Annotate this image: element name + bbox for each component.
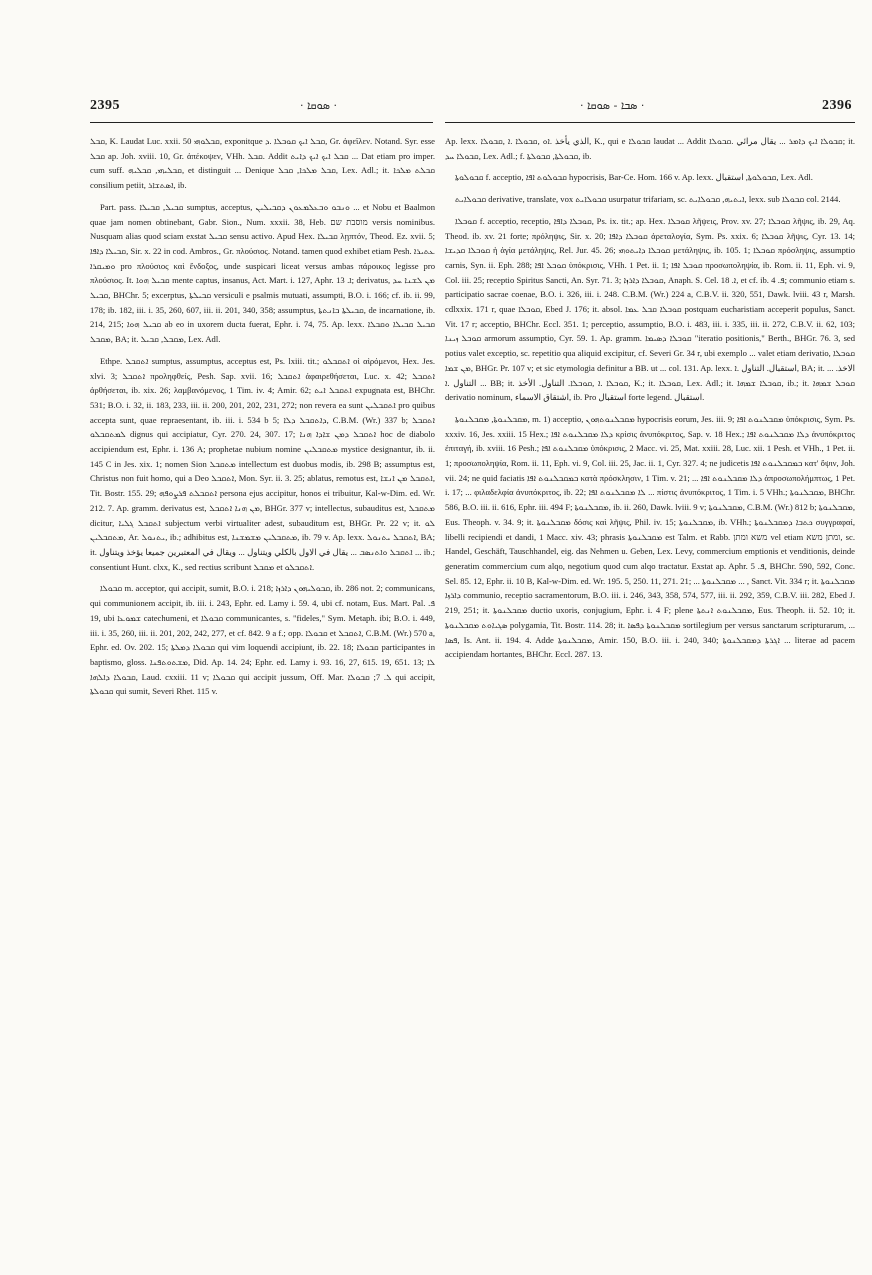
right-page-number: 2396 <box>822 98 852 113</box>
entry-paragraph: ܩܘܒܠܐ f. acceptio, receptio, ܩܘܒܠܐ ܕܐܦܐ, Ps. ix. tit.; ap. Hex. ܩܘܒܠܐ λῆψεις, Prov. xv. 27; ܩܘܒܠܐ λῆψις, ib. 29, Aq. Theod. ib. xv. 21 forte; πρόληψις, Sir. x. 20; ܩܘܒܠܐ ܕܐܦܐ ἀρεταλογία, Sym. Ps. xxix. 6; ܩܘܒܠܐ λῆψις, Cyr. 13. 14; ܩܘܒܠܐ ܩܕܝܫܐ ἡ ἁγία μετάληψις, Rel. Jur. 45. 26; ܩܘܒܠܐ ܕܐܝܬܘܗܝ μετάληψις, ib. 105. 1; ܩܘܒܠܐ πρόσληψις, assumptio carnis, Syn. ii. Eph. 288; ܩܘܒܠ ܐܦܐ ὑπόκρισις, VHh. 1 Pet. ii. 1; ܩܘܒܠ ܐܦܐ προσωποληψία, ib. Rom. ii. 11, Eph. vi. 9, Col. iii. 25; receptio Spiritus Sancti, An. Syr. 71. 3; ܩܘܒܠܐ ܕܐܪܙܐ, Anaph. S. Cel. ܐ. 18, et cf. ib. ܦ. 4; communio etiam s. participatio sacrae coenae, B.O. i. 326, iii. i. 248. C.B.M. (Wr.) 224 a, C.B.V. ii. 320, 551, Dawk. lviii. 43 r, Marsh. cdlxxix. 171 r, quae ܩܘܒܠܐ, Ebed J. 176; it. absol. ܩܘܒܠܐ ܩܒܠ ܥܡܐ postquam eucharistiam acceperit populus, Sanct. Vit. 17 r; acceptio, BHChr. Eccl. 351. 1; perceptio, assumptio, B.O. i. 483, iii. i. 335, iii. ii. 272, C.B.V. ii. 62, 103; ܩܘܒܠ ܙܝܢܐ armorum assumptio, Cyr. 59. 1. Ap. gramm. ܩܘܒܠܐ ܕܣܝܡܐ "iteratio positionis," Berth., BHGr. 76. 3, sed potius valet exceptio, sc. repetitio qua aliquid excipitur, cf. Severi Gr. 34 r, ubi exemplo ... valet etiam derivatio, ܩܘܒܠܐ ܡܢ ܫܡܐ, BHGr. Pr. 107 v; et sic etymologia definitur a BB. ut ... col. 131. Ap. lexx. استقبال. التناول .ܐ, BA; it. ... الاخذ. التناول .ܐ ... BB; it. ܩܘܒܠܐ .ܐ ,ܩܘܒܠܐ. التناول. الأخذ, K.; it. ܩܘܒܠܐ, Lex. Adl.; it. ܩܘܒܠܐ ܫܡܗܐ, ib.; it. ܩܘܒܠ ܫܡܗܐ derivatio nominum, اشتقاق الاسماء, ib. Pro استقبال forte legend. استقبال. <box>445 215 855 403</box>
entry-paragraph: Part. pass. ܩܒܝܠ, ܩܒܝܠܐ sumptus, acceptus, ܘܢܒܘ ܘܒܥܠܡܥܘܢ ܕܩܒܝܠܝܢ ... et Nobu et Baalmon quae jam nomen obtinebant, Gabr. Sion., Num. xxxii. 38, Heb. מוסבת שם versis nominibus. Nusquam alias quod sciam exstat ܩܒܝܠ sensu activo. Apud Hex. ܩܒܝܠܐ λῃπτόν, Theod. Ez. xvii. 5; ܩܒܝܠܐ ܕܐܦܐ, Sir. x. 22 in cod. Ambros., Gr. πλούσιος. Notand. tamen quod exhibet etiam Pesh. ܥܬܝܪܐ ܘܡܝܩܪܐ pro πλούσιος καὶ ἔνδοξος, unde suspicari liceat versus ambas πάροικος legisse pro πλούσιος. It. ܩܒܝܠ ܗܘܐ mente captus, insanus, Act. Mart. i. 127, Aphr. ܐ. 13; derivatus, ܡܢ ܠܫܢܐ ܚܕ ܩܒܝܠ, BHChr. 5; excerptus, ܩܒܝܠܬܐ versiculi e psalmis mutuati, assumpti, B.O. i. 166; cf. ib. ii. 99, 178; ib. 182, iii. i. 35, 260, 607, iii. ii. 201, 340, 358; assumptus, ܩܒܝܠܬܐ ܒܐܢܬܬܐ, de incarnatione, ib. 214, 215; ܩܒܝܠ ܗܘܐ ab eo in uxorem ducta fuerat, Ephr. i. 74, 75. Ap. lexx. ܩܒܝܠ ܩܒܝܠܐ ܘܩܒܠܐ ܡܩܒܠ, BA; it. ܡܩܒܠ, ܩܒܝܠ, Lex. Adl. <box>90 201 435 345</box>
entry-paragraph: ܩܒܘܠܐܝܬ derivative, translate, vox ܩܒܘܠܐܝܬ usurpatur trifariam, sc. ܐܝܬܝܗ, ܩܒܘܠܐܝܬ, lexx. sub ܩܒܘܠܐ col. 2144. <box>455 194 841 205</box>
right-column <box>445 134 855 1244</box>
entry-paragraph: ܡܩܒܠܢܘܬܐ, ܡܩܒܠܢܘܬܐ, m. 1) acceptio, ܡܩܒܠܢܘܬܗܘܢ hypocrisis eorum, Jes. iii. 9; ܡܩܒܠܢܘܬ ܐܦܐ ὑπόκρισις, Sym. Ps. xxxiv. 16, Jes. xxiii. 15 Hex.; ܕܠܐ ܡܩܒܠܢܘܬ ܐܦܐ κρίσις ἀνυπόκριτος, Sap. v. 18 Hex.; ܕܠܐ ܡܩܒܠܢܘܬ ܐܦܐ ἀνυπόκριτος ἐπιταγή, ib. xviii. 16 Pesh.; ܡܩܒܠܢܘܬ ܐܦܐ ὑπόκρισις, 2 Macc. vi. 25, Mat. xxiii. 28, Luc. xii. 1 Pesh. et VHh., 1 Pet. ii. 1; προσωποληψία, Rom. ii. 11, Eph. vi. 9, Col. iii. 25, Jac. ii. 1, Cyr. 327. 4; ne judicetis ܒܡܩܒܠܢܘܬ ܐܦܐ κατ' ὄψιν, Joh. vii. 24; ne quid faciatis ܒܡܩܒܠܢܘܬ ܐܦܐ κατὰ πρόσκλησιν, 1 Tim. v. 21; ... ܕܠܐ ܡܩܒܠܢܘܬ ܐܦܐ ἀπροσωπολήμπτως, 1 Pet. i. 17; ... φιλαδελφία ἀνυπόκριτος, ib. 22; ܠܐ ܡܩܒܠܢܘܬ ܐܦܐ ... πίστις ἀνυπόκριτος, 1 Tim. i. 5 VHh.; ܡܩܒܠܢܘܬܐ, BHChr. 586, B.O. iii. ii. 616, Ephr. iii. 494 F; ܡܩܒܠܢܘܬܐ, ib. ii. 260, Dawk. lviii. 9 v; ܡܩܒܠܢܘܬܐ, C.B.M. (Wr.) 812 b; ܡܩܒܠܢܘܬܐ, Eus. Theoph. v. 34. 9; it. ܡܩܒܠܢܘܬܐ δόσις καὶ λῆψις, Phil. iv. 15; ܡܩܒܠܢܘܬܐ, ib. VHh.; ܟܬܒܐ ܕܡܩܒܠܢܘܬܐ συγγραφαί, libelli recipiendi et dandi, 1 Macc. xiv. 43; phrasis ܡܩܒܠܢܘܬܐ est Talm. et Rabb. משא ומתן vel etiam ומתן משא, sc. Handel, Geschäft, Tauschhandel, eig. das Nehmen u. Geben, Lex. Levy, commercium emptionis et venditionis, deinde generatim commercium cum alqo, negotium quod cum alqo tractatur. Exstat ap. Aphr. ܦ. 5, BHChr. 590, 592, Conc. Sel. 85. 12, Ephr. ii. 10 B, Kal-w-Dim. ed. Wr. 195. 5, 250. 11, 271. 21; ... ܡܩܒܠܢܘܬܐ ... , Sanct. Vit. 334 r; it. ܡܩܒܠܢܘܬܐ ܕܐܪܙܐ communio, receptio sacramentorum, B.O. iii. i. 246, 343, 358, 574, 577, iii. ii. 292, 359, C.B.V. iii. 282, Ebed J. 219, 251; it. ܡܩܒܠܢܘܬܐ ductio uxoris, conjugium, Ephr. i. 4 F; plene ܡܩܒܠܢܘܬ ܐܢܬܬܐ, Eus. Theoph. ii. 52. 10; it. ܣܓܝܐܘܬ ܡܩܒܠܢܘܬܐ polygamia, Tit. Bostr. 114. 28; it. ܡܩܒܠܢܘܬܐ ܕܦܣܐ sortilegium per versus sanctarum scripturarum, ... ܦܣܐ, Is. Ant. ii. 194. 4. Adde ܡܩܒܠܢܘܬܐ, Amir. 150, B.O. iii. i. 240, 340; ܐܓܪܬܐ ܕܡܩܒܠܢܘܬܐ ... literae ad pacem accipiendam hortantes, BHChr. Eccl. 287. 13. <box>445 413 855 660</box>
left-running-title: · ܣܘܩܐ · <box>300 99 337 112</box>
entry-paragraph: ܩܒܠ, K. Laudat Luc. xxii. 50 ܩܒܠܘܗܝ, exponitque ܩܒܠ ܐܝܟ ܩܘܒܠܐ .ܕ, Gr. ἀφεῖλεν. Notand. Syr. esse ܩܒܠ ap. Joh. xviii. 10, Gr. ἀπέκοψεν, VHh. ܩܒܠ. Addit ܩܒܠ ܐܝܟ ܐܝܟ ܕܐܝܬ ... Dat etiam pro imper. cum suff. ܩܒܠܝܗܝ, ܩܒܠܝܗ, et distinguit ... Denique ܩܒܠ ܡܠܟܐ, ܩܒܠ, Lex. Adl.; it. ܩܒܠܬ ܡܠܟܐ consilium petiit, ܐܣܬܫܐܪ, ib. <box>90 136 435 191</box>
left-header-rule <box>90 122 433 123</box>
entry-paragraph: Ethpe. ܐܬܩܒܠ sumptus, assumptus, acceptus est, Ps. lxiii. tit.; ܐܬܩܒܠܘ οἱ αἱρόμενοι, Hex. Jes. xlvi. 3; ܐܬܩܒܠ προληφθείς, Pesh. Sap. xvii. 16; ܐܬܩܒܠ ἀφαιρεθήσεται, Luc. x. 42; ܐܬܩܒܠ ἀρθήσεται, ib. xix. 26; λαμβανόμενος, 1 Tim. iv. 4; Amir. 62; ܐܬܩܒܠ ܐܝܬ expugnata est, BHChr. 531; B.O. i. 32, ii. 183, 233, iii. ii. 200, 201, 202, 231, 272; non revera ea sunt ܐܬܩܒܠܝܢ pro quibus accepta sunt, quae repraesentant, ib. iii. i. 534 b 5; ܕܐܬܩܒܠ ܕܠܐ, C.B.M. (Wr.) 337 b; ܐܬܩܒܠ ܠܡܬܩܒܠܘ dignus qui accipiatur, Cyr. 270. 24, 307. 17; ܐܬܩܒܠ ܕܡܢ ܫܐܕܐ ܗܢܐ hoc de diabolo accipiendum est, Ephr. i. 136 A; prophetae nubium nomine ܡܬܩܒܠܝܢ mystice designantur, ib. ii. 145 C in Jes. xix. 1; nomen Sion ܡܬܩܒܠ intellectum est duobus modis, ib. 298 B; assumptus est, Christus non fuit homo, qui a Deo ܐܬܩܒܠ, Mon. Syr. ii. 3. 25; ablatus, remotus est, ܐܬܩܒܠ ܡܢ ܐܢܫܐ, Tit. Bostr. 155. 29; ܐܬܩܒܠܬ ܦܪܨܘܦܗ persona ejus accipitur, honos ei tribuitur, Kal-w-Dim. ed. Wr. 212. 7. Ap. gramm. derivatus est, ܡܢ ܗܢܐ ܐܬܩܒܠ, BHGr. 377 v; intellectus, subauditus est, ܡܬܩܒܠ dicitur, ܐܬܩܒܠ ܓܠܝܐ subjectum verbi virtualiter adest, subauditum est, BHGr. Pr. 22 v; it. ܠܘ ܡܬܩܒܠܝܢ, Ar. ܝܬܢܘܠ, ib.; adhibitus est, ܡܬܩܒܠܝܢ ܡܫܡܫܢܐ, ib. 79 v. Ap. lexx. ܐܬܩܒܠ ܝܬܢܘܠ, BA; it. ܐܬܩܒܠ ܘܐܬܢܣܒ ... يقال في الاول بالكلي ويتناول ... ويقال في المعتبرين جميعا يؤخذ ويتناول ... ib.; consentiunt Hunt. clxx, K., sed rectius scribunt ܡܩܒܠ et ܐܬܩܒܠܘ. <box>90 355 435 572</box>
entry-paragraph: ܩܒܘܠܐ m. acceptor, qui accipit, sumit, B.O. i. 218; ܩܒܘܠܝܗܘܢ ܕܐܪܙܐ, ib. 286 not. 2; communicans, qui communionem accipit, ib. iii. i. 243, Ephr. ed. Lamy i. 59. 4, ubi cf. notam, Eus. Mart. Pal. ܦ. 19, ubi ܫܡܘܥܐ catechumeni, et ܩܒܘܠܐ communicantes, s. "fideles," Sym. Metaph. ibi; B.O. i. 449, iii. i. 35, 260, iii. ii. 201, 202, 242, 277, et cf. 842. 9 a f.; opp. ܩܒܘܠܐ et ܐܬܩܒܠ, C.B.M. (Wr.) 570 a, Ephr. ed. Ov. 202. 15; ܩܒܘܠܐ ܕܡܠܬܐ qui vim loquendi accipiunt, ib. 22. 18; ܩܒܘܠܐ participantes in baptismo, gloss. ܡܫܬܘܬܦܢܐ, Did. Ap. 14. 24; Ephr. ed. Lamy i. 93. 16, 27, 615. 19, 651. 13; ܠܐ ܩܒܘܠܐ ܕܐܠܗܐ, Laud. cxxiii. 11 v; ܩܒܘܠܐ qui accipit jussum, Off. Mar. ܠ. 7; ܩܒܘܠܐ qui accipit, ܩܒܘܠܬܐ qui sumit, Severi Rhet. 115 v. <box>90 583 435 697</box>
left-column <box>90 134 435 1244</box>
entry-paragraph: Ap. lexx. الذي يأخذ .ܐܘ ,ܩܒܘܠܐ .ܐ ,ܩܒܘܠܐ, K., qui e ܩܒܘܠܐ laudat ... Addit ܩܒܘܠܐ ܐܝܟ ܕܐܡܪ ... يقال مرائي .ܩܒܘܠܐ; it. ܩܒܘܠܐ ܚܕ, Lex. Adl.; f. ܩܒܘܠܬܐ, ܩܒܘܠܬܐ, ib. <box>445 136 855 161</box>
right-running-title: · ܣܒܐ - ܣܘܩܐ · <box>580 99 645 112</box>
left-page-number: 2395 <box>90 98 120 113</box>
right-header-rule <box>445 122 855 123</box>
entry-paragraph: ܩܒܘܠܘܬܐ f. acceptio, ܩܒܘܠܘܬ ܐܦܐ hypocrisis, Bar-Ce. Hom. 166 v. Ap. lexx. ܩܒܘܠܘܬܐ, استقبال, Lex. Adl. <box>455 172 813 183</box>
